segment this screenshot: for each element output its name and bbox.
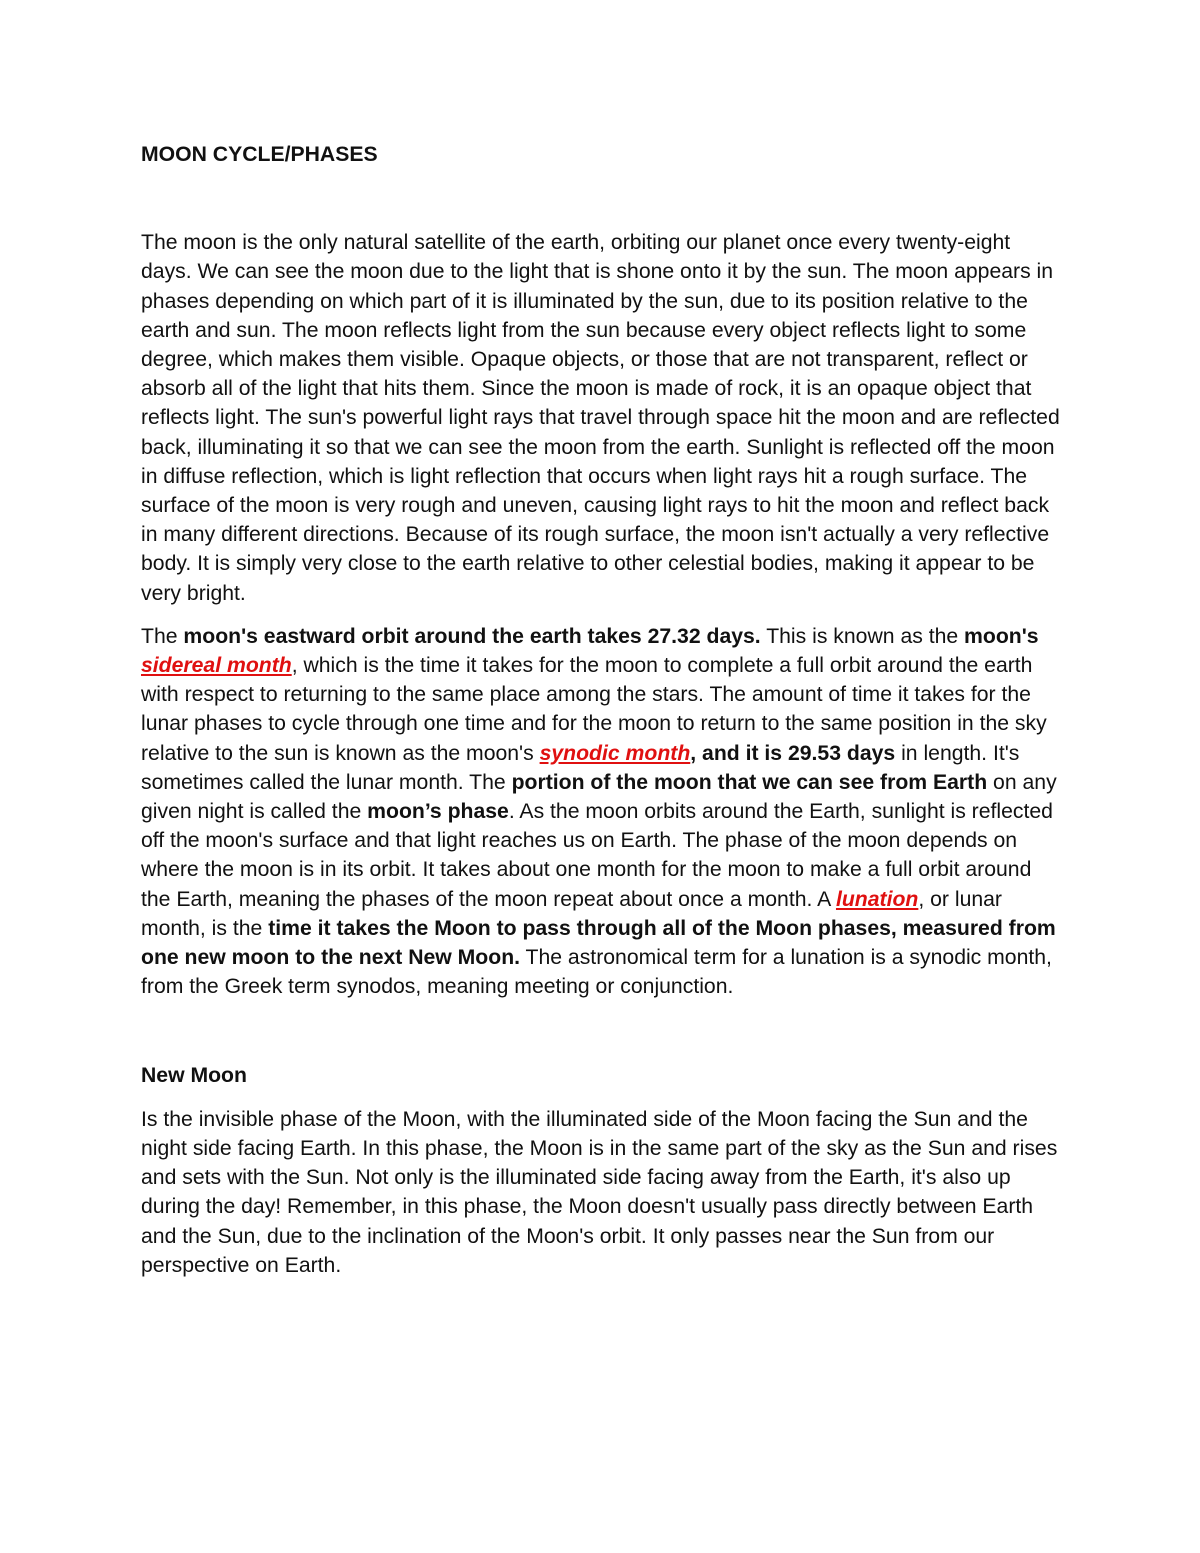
text-run: , or lunar month, is the	[141, 887, 1002, 940]
bold-moons: moon's	[964, 624, 1039, 648]
bold-eastward-orbit: moon's eastward orbit around the earth takes 27.32 days.	[183, 624, 761, 648]
text-run: on any given night is called the	[141, 770, 1057, 824]
term-synodic-month: synodic month	[539, 741, 691, 765]
term-sidereal-month: sidereal month	[141, 654, 292, 678]
intro-paragraph: The moon is the only natural satellite of the earth, orbiting our planet once every twenty-eight days. We can see the moon due to the light that is shone onto it by the sun. The moon appears in phases depending on which part of it is illuminated by the sun, due to its position relative to the earth and sun. The moon reflects light from the sun because every object reflects light to some degree, which makes them visible. Opaque objects, or those that are not transparent, reflect or absorb all of the light that hits them. Since the moon is made of rock, it is an opaque object that reflects light. The sun's powerful light rays that travel through space hit the moon and are reflected back, illuminating it so that we can see the moon from the earth. Sunlight is reflected off the moon in diffuse reflection, which is light reflection that occurs when light rays hit a rough surface. The surface of the moon is very rough and uneven, causing light rays to hit the moon and reflect back in many different directions. Because of its rough surface, the moon isn't actually a very reflective body. It is simply very close to the earth relative to other celestial bodies, making it appear to be very bright.	[141, 231, 1060, 605]
text-run: The	[141, 624, 184, 648]
document-page	[141, 140, 1066, 1280]
bold-visible-portion: portion of the moon that we can see from Earth	[511, 770, 988, 794]
new-moon-heading: New Moon	[141, 1064, 247, 1088]
document-title: MOON CYCLE/PHASES	[141, 143, 378, 166]
text-run: This is known as the	[760, 624, 965, 648]
bold-lunation-definition: time it takes the Moon to pass through all of the Moon phases, measured from one new moon to the next New Moon.	[141, 916, 1056, 970]
bold-moons-phase: moon’s phase	[367, 800, 509, 824]
text-run: . As the moon orbits around the Earth, sunlight is reflected off the moon's surface and that light reaches us on Earth. The phase of the moon depends on where the moon is in its orbit. It takes about one month for the moon to make a full orbit around the Earth, meaning the phases of the moon repeat about once a month. A	[141, 800, 1053, 911]
term-lunation: lunation	[835, 887, 919, 911]
text-run: The astronomical term for a lunation is a synodic month, from the Greek term synodos, meaning meeting or conjunction.	[141, 946, 1052, 999]
text-run: in length. It's sometimes called the lunar month. The	[141, 741, 1020, 794]
orbit-paragraph	[141, 622, 1066, 1002]
bold-synodic-length: , and it is 29.53 days	[690, 741, 896, 765]
new-moon-paragraph: Is the invisible phase of the Moon, with the illuminated side of the Moon facing the Sun and the night side facing Earth. In this phase, the Moon is in the same part of the sky as the Sun and rises and sets with the Sun. Not only is the illuminated side facing away from the Earth, it's also up during the day! Remember, in this phase, the Moon doesn't usually pass directly between Earth and the Sun, due to the inclination of the Moon's orbit. It only passes near the Sun from our perspective on Earth.	[141, 1107, 1058, 1277]
text-run: , which is the time it takes for the moon to complete a full orbit around the earth with respect to returning to the same place among the stars. The amount of time it takes for the lunar phases to cycle through one time and for the moon to return to the same position in the sky relative to the sun is known as the moon's	[141, 654, 1047, 765]
